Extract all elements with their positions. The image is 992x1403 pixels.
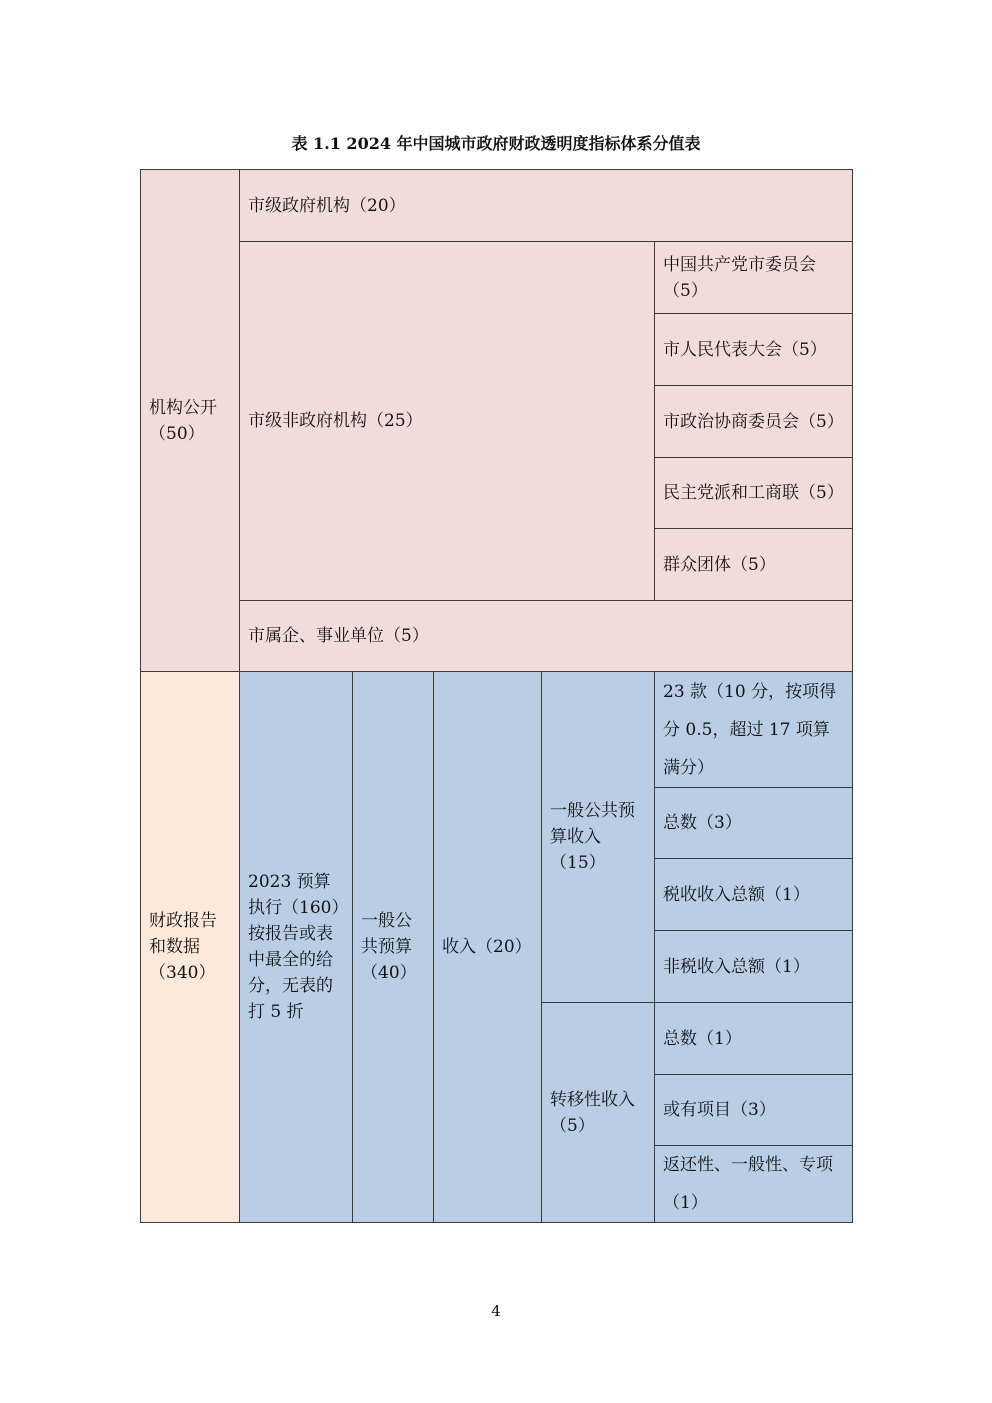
income: 收入（20） [434,672,542,1223]
row-city-non-gov-org: 市级非政府机构（25） [240,242,655,601]
public-income-item: 23 款（10 分，按项得分 0.5，超过 17 项算满分） [655,672,853,788]
transfer-income: 转移性收入（5） [542,1003,655,1223]
non-gov-item: 中国共产党市委员会（5） [655,242,853,314]
non-gov-item: 市人民代表大会（5） [655,314,853,386]
non-gov-item: 民主党派和工商联（5） [655,458,853,529]
row-city-gov-org: 市级政府机构（20） [240,170,853,242]
public-income-item: 非税收入总额（1） [655,931,853,1003]
row-enterprises: 市属企、事业单位（5） [240,601,853,672]
non-gov-item: 市政治协商委员会（5） [655,386,853,458]
category-fiscal-reports: 财政报告和数据（340） [141,672,240,1223]
general-public-budget-income: 一般公共预算收入（15） [542,672,655,1003]
public-income-item: 总数（3） [655,788,853,859]
transfer-item: 返还性、一般性、专项（1） [655,1146,853,1223]
transfer-item: 总数（1） [655,1003,853,1075]
indicator-table [140,169,853,1223]
general-public-budget: 一般公共预算（40） [353,672,434,1223]
table-title: 表 1.1 2024 年中国城市政府财政透明度指标体系分值表 [291,134,701,153]
non-gov-item: 群众团体（5） [655,529,853,601]
public-income-item: 税收收入总额（1） [655,859,853,931]
transfer-item: 或有项目（3） [655,1075,853,1146]
budget-execution: 2023 预算执行（160）按报告或表中最全的给分，无表的打 5 折 [240,672,353,1223]
page-number: 4 [491,1302,501,1320]
category-institution-disclosure: 机构公开（50） [141,170,240,672]
